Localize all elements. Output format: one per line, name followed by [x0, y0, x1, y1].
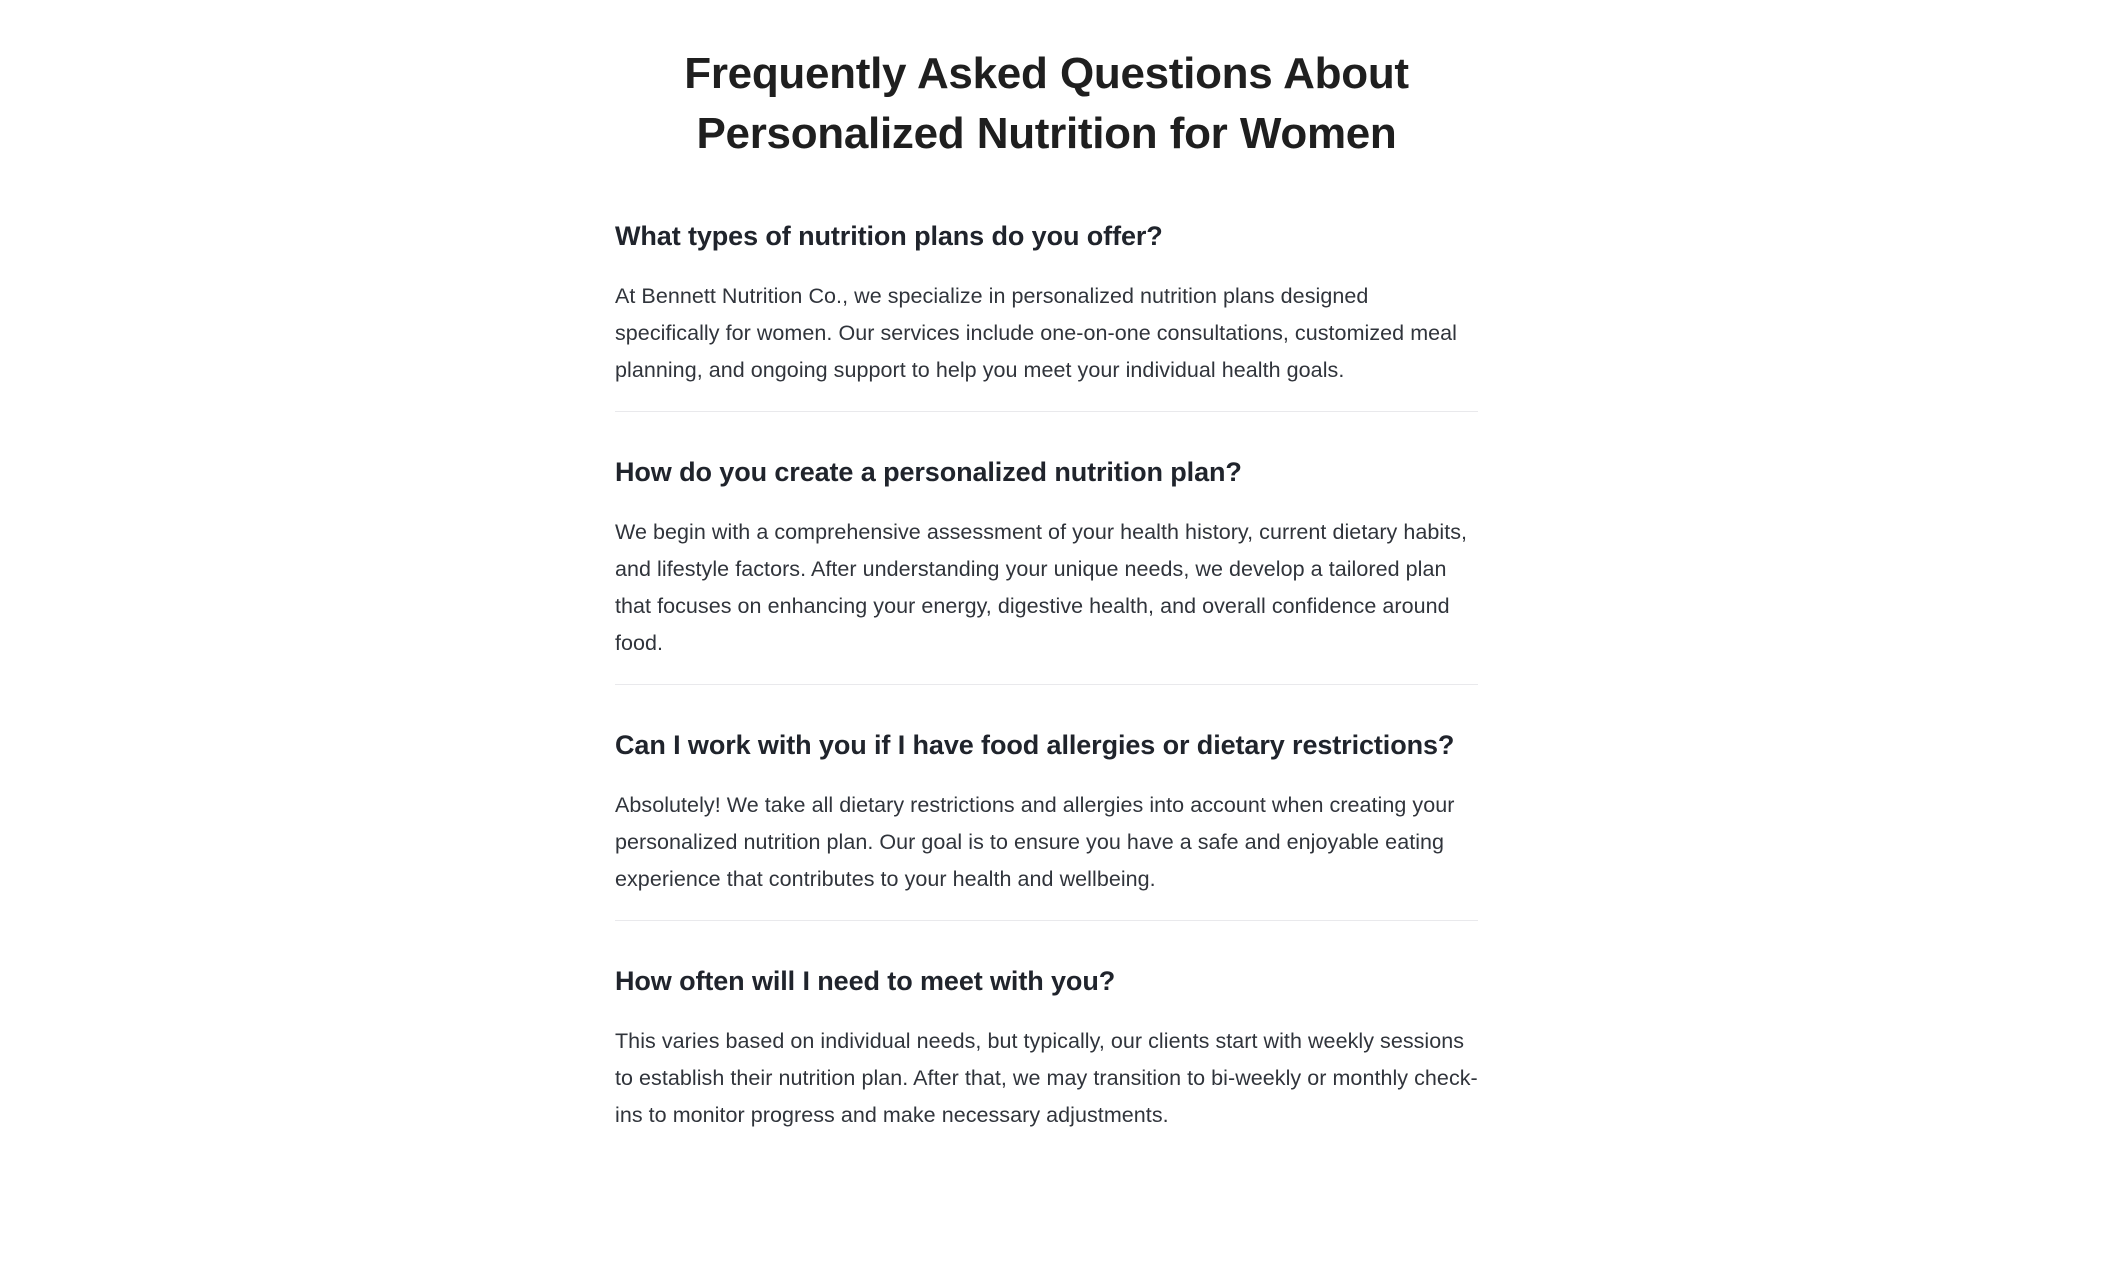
faq-item [615, 920, 1478, 1156]
faq-item [615, 164, 1478, 411]
faq-list [615, 164, 1478, 1156]
faq-answer: Absolutely! We take all dietary restrictions and allergies into account when creating your personalized nutrition plan. Our goal is to ensure you have a safe and enjoyable eating experience that contributes to your health and wellbeing. [615, 793, 1455, 891]
faq-item [615, 684, 1478, 920]
faq-question[interactable]: How often will I need to meet with you? [615, 966, 1116, 996]
faq-question[interactable]: Can I work with you if I have food allergies or dietary restrictions? [615, 730, 1455, 760]
faq-question[interactable]: What types of nutrition plans do you offer? [615, 221, 1163, 251]
faq-question[interactable]: How do you create a personalized nutrition plan? [615, 457, 1242, 487]
faq-answer: We begin with a comprehensive assessment of your health history, current dietary habits, and lifestyle factors. After understanding your unique needs, we develop a tailored plan that focuses on enhancing your energy, digestive health, and overall confidence around food. [615, 520, 1468, 655]
faq-answer: This varies based on individual needs, but typically, our clients start with weekly sessions to establish their nutrition plan. After that, we may transition to bi-weekly or monthly check-ins to monitor progress and make necessary adjustments. [615, 1029, 1478, 1127]
page-title: Frequently Asked Questions About Personalized Nutrition for Women [684, 49, 1409, 158]
faq-answer: At Bennett Nutrition Co., we specialize in personalized nutrition plans designed specifically for women. Our services include one-on-one consultations, customized meal planning, and ongoing support to help you meet your individual health goals. [615, 284, 1457, 382]
faq-container [615, 0, 1478, 1156]
faq-item [615, 411, 1478, 684]
